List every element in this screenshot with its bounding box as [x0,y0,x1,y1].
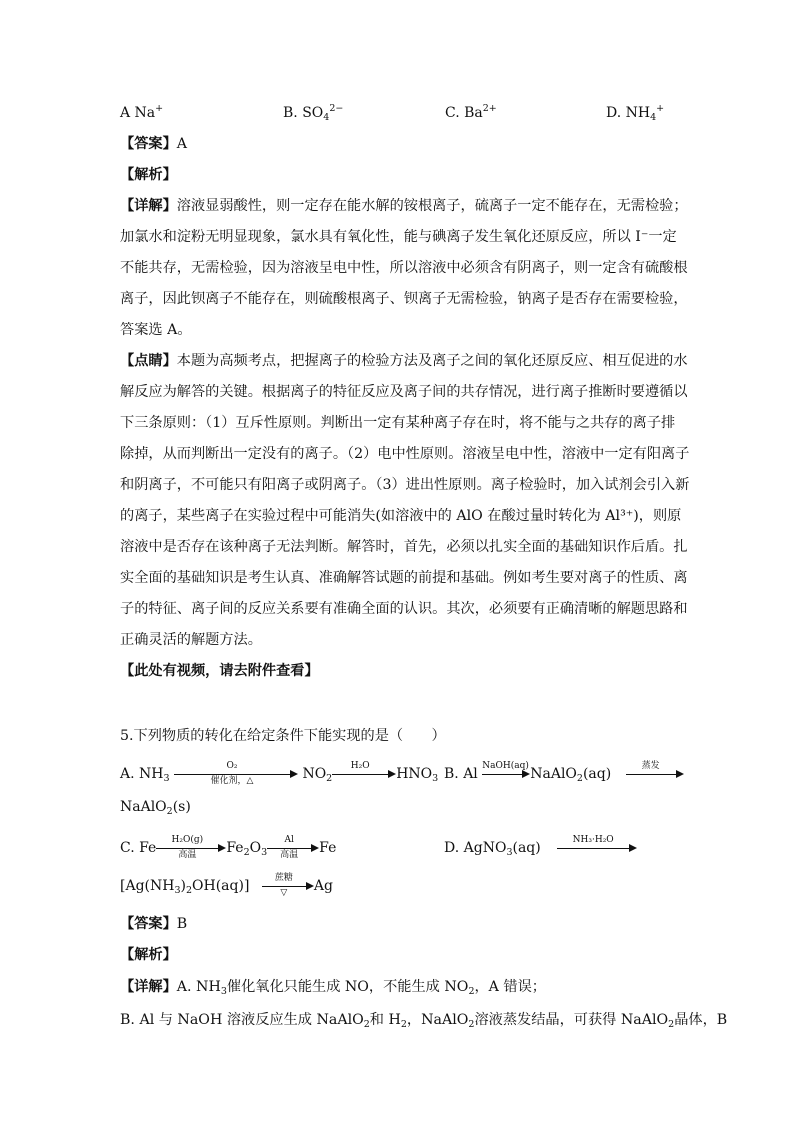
q5-option-b-continued: NaAlO$_2$(s) [120,799,191,817]
q5-answer: 【答案】B [120,916,188,932]
q4-comment-line: 和阴离子，不可能只有阳离子或阴离子。（3）进出性原则。离子检验时，加入试剂会引入新 [120,477,690,493]
q4-answer: 【答案】A [120,136,188,152]
q4-analysis-heading: 【解析】 [120,167,177,183]
arrow-right-icon: NH₃·H₂O [557,836,637,860]
arrow-right-icon: Al 高温 [267,836,319,860]
arrow-right-icon: H₂O [332,762,396,786]
q5-option-a: A. $NH_3$ O₂ 催化剂，△ $NO_2$ H₂O $HNO_3$ [120,761,439,786]
q4-comment-line: 子的特征、离子间的反应关系要有准确全面的认识。其次，必须要有正确清晰的解题思路和 [120,601,688,617]
arrow-right-icon: 蔗糖 ▽ [262,874,314,898]
q4-detail-line: 答案选 A。 [120,322,192,338]
q4-comment-line: 的离子，某些离子在实验过程中可能消失(如溶液中的 AlO 在酸过量时转化为 Al³⁺)，则原 [120,508,682,524]
q5-option-d-continued: $[Ag(NH_3)_2OH(aq)]$ 蔗糖 ▽ Ag [120,873,333,898]
q4-comment-line: 解反应为解答的关键。根据离子的特征反应及离子间的共存情况，进行离子推断时要遵循以 [120,384,688,400]
q4-detail-line: 加氯水和淀粉无明显现象，氯水具有氧化性，能与碘离子发生氧化还原反应，所以 I⁻一定 [120,229,677,245]
arrow-right-icon: O₂ 催化剂，△ [174,762,298,786]
option-c: C. $Ba^{2+}$ [445,103,497,121]
q5-detail-line: B. Al 与 NaOH 溶液反应生成 NaAlO$_2$和 $H_2$，NaAlO$_2$溶液蒸发结晶，可获得 NaAlO$_2$晶体，B [120,1012,728,1030]
video-note: 【此处有视频，请去附件查看】 [120,663,319,679]
q4-detail-line: 【详解】溶液显弱酸性，则一定存在能水解的铵根离子，硫离子一定不能存在，无需检验； [120,198,688,214]
option-b: B. $SO_4^{2-}$ [283,103,344,123]
q4-comment-line: 实全面的基础知识是考生认真、准确解答试题的前提和基础。例如考生要对离子的性质、离 [120,570,688,586]
q4-comment-line: 【点睛】本题为高频考点，把握离子的检验方法及离子之间的氧化还原反应、相互促进的水 [120,353,688,369]
q5-option-b: B. Al NaOH(aq) NaAlO$_2$(aq) 蒸发 [444,762,684,786]
arrow-right-icon: NaOH(aq) [482,762,530,786]
arrow-right-icon: 蒸发 [626,762,684,786]
option-a: A Na+ [120,103,164,121]
q5-analysis-heading: 【解析】 [120,947,177,963]
q4-comment-line: 溶液中是否存在该种离子无法判断。解答时，首先，必须以扎实全面的基础知识作后盾。扎 [120,539,688,555]
q4-comment-line: 正确灵活的解题方法。 [120,632,262,648]
q5-detail-line: 【详解】A. $NH_3$催化氧化只能生成 NO，不能生成 $NO_2$，A 错误； [120,979,546,997]
q4-comment-line: 除掉，从而判断出一定没有的离子。（2）电中性原则。溶液呈电中性，溶液中一定有阳离子 [120,446,690,462]
arrow-right-icon: H₂O(g) 高温 [156,836,226,860]
option-d: D. $NH_4^+$ [606,103,665,123]
q5-option-d: D. AgNO$_3$(aq) NH₃·H₂O [444,836,637,860]
q4-detail-line: 不能共存，无需检验，因为溶液呈电中性，所以溶液中必须含有阴离子，则一定含有硫酸根 [120,260,688,276]
q5-stem: 5.下列物质的转化在给定条件下能实现的是（ ） [120,728,446,744]
q4-comment-line: 下三条原则：（1）互斥性原则。判断出一定有某种离子存在时，将不能与之共存的离子排 [120,415,676,431]
q4-detail-line: 离子，因此钡离子不能存在，则硫酸根离子、钡离子无需检验，钠离子是否存在需要检验， [120,291,688,307]
q5-option-c: C. Fe H₂O(g) 高温 $Fe_2O_3$ Al 高温 Fe [120,835,337,860]
